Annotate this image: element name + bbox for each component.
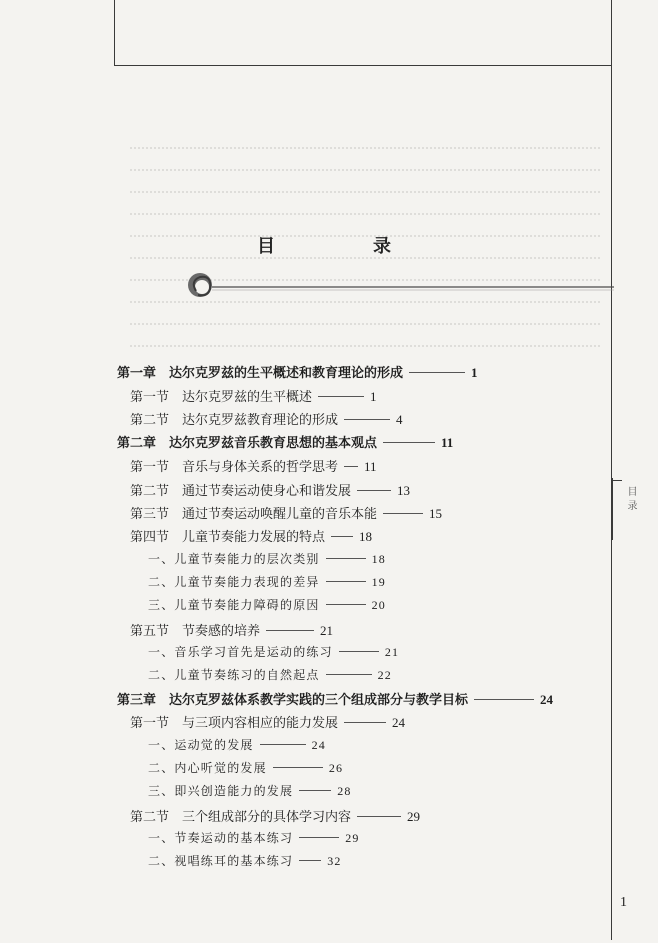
toc-entry-label: 一、运动觉的发展 (148, 738, 254, 752)
toc-entry-label: 第三节 通过节奏运动唤醒儿童的音乐本能 (130, 507, 378, 522)
toc-entry-label: 第一节 达尔克罗兹的生平概述 (130, 390, 313, 405)
toc-subsection-entry[interactable] (148, 829, 360, 846)
toc-entry-label: 第二节 通过节奏运动使身心和谐发展 (130, 484, 352, 499)
toc-page-number: 21 (320, 623, 334, 638)
toc-entry-label: 第二节 达尔克罗兹教育理论的形成 (130, 413, 339, 428)
toc-entry-label: 第五节 节奏感的培养 (130, 624, 261, 639)
toc-entry-label: 第二节 三个组成部分的具体学习内容 (130, 810, 352, 825)
toc-page-number: 29 (345, 831, 360, 845)
toc-leader-line (326, 674, 372, 675)
toc-leader-line (260, 744, 306, 745)
toc-page-number: 4 (396, 412, 403, 427)
toc-leader-line (299, 837, 339, 838)
toc-section-entry[interactable] (130, 526, 372, 545)
toc-leader-line (357, 490, 391, 491)
toc-section-entry[interactable] (130, 480, 410, 499)
toc-section-entry[interactable] (130, 409, 403, 428)
toc-leader-line (299, 790, 331, 791)
toc-entry-label: 一、儿童节奏能力的层次类别 (148, 552, 320, 566)
toc-entry-label: 第二章 达尔克罗兹音乐教育思想的基本观点 (117, 436, 378, 451)
toc-leader-line (331, 536, 353, 537)
toc-leader-line (266, 630, 314, 631)
toc-page-number: 24 (540, 692, 554, 707)
toc-leader-line (326, 581, 366, 582)
toc-chapter-entry[interactable] (117, 689, 553, 708)
toc-leader-line (344, 419, 390, 420)
toc-leader-line (474, 699, 534, 700)
side-tab-label: 目录 (625, 486, 636, 514)
toc-page-number: 29 (407, 809, 421, 824)
toc-page-number: 15 (429, 506, 443, 521)
toc-subsection-entry[interactable] (148, 573, 386, 590)
toc-entry-label: 第一节 音乐与身体关系的哲学思考 (130, 460, 339, 475)
toc-entry-label: 第四节 儿童节奏能力发展的特点 (130, 530, 326, 545)
toc-section-entry[interactable] (130, 806, 420, 825)
toc-page-number: 11 (441, 435, 454, 450)
toc-subsection-entry[interactable] (148, 643, 399, 660)
toc-leader-line (383, 513, 423, 514)
toc-page-number: 32 (327, 854, 342, 868)
toc-section-entry[interactable] (130, 503, 442, 522)
toc-chapter-entry[interactable] (117, 362, 478, 381)
toc-section-entry[interactable] (130, 456, 377, 475)
toc-section-entry[interactable] (130, 620, 333, 639)
toc-leader-line (383, 442, 435, 443)
toc-subsection-entry[interactable] (148, 852, 342, 869)
toc-page-number: 21 (384, 645, 400, 659)
toc-subsection-entry[interactable] (148, 736, 326, 753)
toc-leader-line (299, 860, 321, 861)
toc-page-number: 22 (377, 668, 393, 682)
toc-chapter-entry[interactable] (117, 432, 453, 451)
toc-page-number: 20 (371, 598, 387, 612)
toc-subsection-entry[interactable] (148, 759, 343, 776)
toc-leader-line (326, 604, 366, 605)
toc-page-number: 18 (359, 529, 373, 544)
toc-leader-line (357, 816, 401, 817)
toc-subsection-entry[interactable] (148, 782, 352, 799)
toc-entry-label: 一、节奏运动的基本练习 (148, 831, 294, 845)
toc-leader-line (326, 558, 366, 559)
toc-entry-label: 二、儿童节奏练习的自然起点 (148, 668, 320, 682)
toc-entry-label: 第三章 达尔克罗兹体系教学实践的三个组成部分与教学目标 (117, 693, 469, 708)
toc-entry-label: 二、内心听觉的发展 (148, 761, 267, 775)
toc-section-entry[interactable] (130, 712, 405, 731)
toc-entry-label: 一、音乐学习首先是运动的练习 (148, 645, 333, 659)
toc-section-entry[interactable] (130, 386, 377, 405)
toc-entry-label: 第一节 与三项内容相应的能力发展 (130, 716, 339, 731)
toc-entry-label: 三、即兴创造能力的发展 (148, 784, 294, 798)
toc-leader-line (344, 722, 386, 723)
toc-entry-label: 二、儿童节奏能力表现的差异 (148, 575, 320, 589)
toc-leader-line (318, 396, 364, 397)
toc-subsection-entry[interactable] (148, 550, 386, 567)
toc-page-number: 24 (311, 738, 327, 752)
toc-page-number: 19 (371, 575, 387, 589)
toc-entry-label: 二、视唱练耳的基本练习 (148, 854, 294, 868)
page-title: 目 录 (257, 236, 431, 257)
toc-page-number: 13 (397, 483, 411, 498)
toc-entry-label: 第一章 达尔克罗兹的生平概述和教育理论的形成 (117, 366, 404, 381)
toc-subsection-entry[interactable] (148, 666, 392, 683)
toc-page-number: 1 (370, 389, 377, 404)
toc-leader-line (273, 767, 323, 768)
toc-leader-line (409, 372, 465, 373)
toc-page-number: 11 (364, 459, 377, 474)
toc-page-number: 1 (471, 365, 478, 380)
page-number: 1 (620, 895, 627, 910)
toc-subsection-entry[interactable] (148, 596, 386, 613)
toc-page-number: 18 (371, 552, 387, 566)
toc-entry-label: 三、儿童节奏能力障碍的原因 (148, 598, 320, 612)
toc-page-number: 26 (328, 761, 344, 775)
toc-page-number: 24 (392, 715, 406, 730)
toc-page-number: 28 (337, 784, 352, 798)
toc-leader-line (339, 651, 379, 652)
toc-leader-line (344, 466, 358, 467)
